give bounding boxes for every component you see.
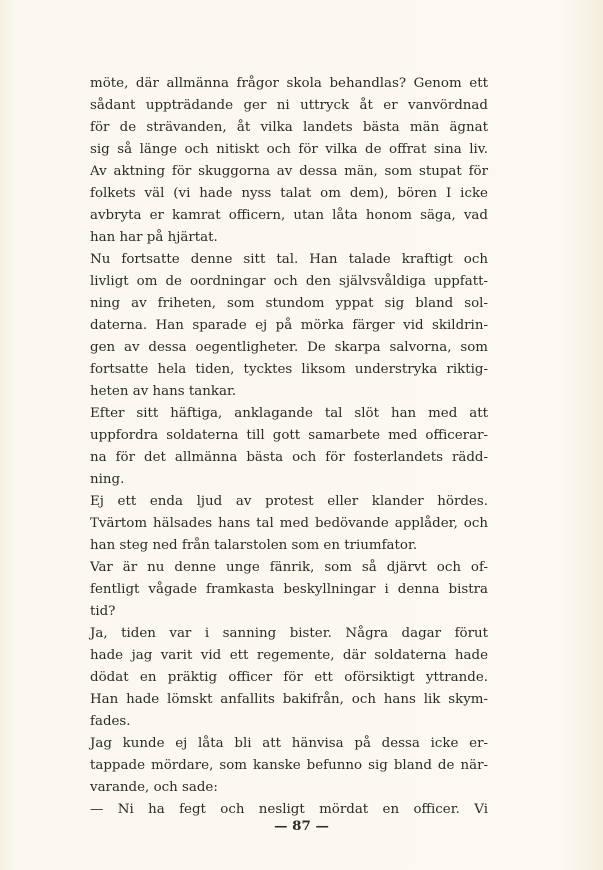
text-line: Av aktning för skuggorna av dessa män, som stupat för xyxy=(90,164,488,179)
text-line: sådant uppträdande ger ni uttryck åt er vanvördnad xyxy=(90,98,488,113)
text-line: han steg ned från talarstolen som en triumfator. xyxy=(90,538,418,553)
text-line: fades. xyxy=(90,714,131,729)
text-line: ning av friheten, som stundom yppat sig bland sol- xyxy=(90,296,488,311)
text-line: gen av dessa oegentligheter. De skarpa salvorna, som xyxy=(90,340,488,355)
text-line: för de strävanden, åt vilka landets bästa män ägnat xyxy=(90,120,488,135)
text-line: — Ni ha fegt och nesligt mördat en officer. Vi xyxy=(90,802,488,817)
text-line: Efter sitt häftiga, anklagande tal slöt han med att xyxy=(90,406,488,421)
text-line: tappade mördare, som kanske befunno sig bland de när- xyxy=(90,758,488,773)
text-line: dödat en präktig officer för ett oförsiktigt yttrande. xyxy=(90,670,488,685)
text-line: Jag kunde ej låta bli att hänvisa på dessa icke er- xyxy=(90,736,488,751)
text-line: fortsatte hela tiden, tycktes liksom understryka riktig- xyxy=(90,362,488,377)
text-line: Han hade lömskt anfallits bakifrån, och hans lik skym- xyxy=(90,692,488,707)
text-line: heten av hans tankar. xyxy=(90,384,237,399)
text-line: ning. xyxy=(90,472,125,487)
page-number: — 87 — xyxy=(274,818,329,834)
text-line: Tvärtom hälsades hans tal med bedövande applåder, och xyxy=(90,516,488,531)
text-line: möte, där allmänna frågor skola behandlas? Genom ett xyxy=(90,76,488,91)
text-line: sig så länge och nitiskt och för vilka de offrat sina liv. xyxy=(90,142,488,157)
text-line: avbryta er kamrat officern, utan låta honom säga, vad xyxy=(90,208,488,223)
text-line: Var är nu denne unge fänrik, som så djärvt och of- xyxy=(90,560,488,575)
text-line: tid? xyxy=(90,604,116,619)
text-line: Ej ett enda ljud av protest eller klander hördes. xyxy=(90,494,488,509)
text-line: Ja, tiden var i sanning bister. Några dagar förut xyxy=(90,626,488,641)
text-line: livligt om de oordningar och den självsvåldiga uppfatt- xyxy=(90,274,488,289)
text-line: han har på hjärtat. xyxy=(90,230,218,245)
text-line: folkets väl (vi hade nyss talat om dem), bören I icke xyxy=(90,186,488,201)
text-line: na för det allmänna bästa och för fosterlandets rädd- xyxy=(90,450,488,465)
text-line: hade jag varit vid ett regemente, där soldaterna hade xyxy=(90,648,488,663)
text-line: fentligt vågade framkasta beskyllningar i denna bistra xyxy=(90,582,488,597)
text-line: Nu fortsatte denne sitt tal. Han talade kraftigt och xyxy=(90,252,488,267)
text-line: varande, och sade: xyxy=(90,780,218,795)
text-line: uppfordra soldaterna till gott samarbete med officerar- xyxy=(90,428,488,443)
text-line: daterna. Han sparade ej på mörka färger vid skildrin- xyxy=(90,318,488,333)
